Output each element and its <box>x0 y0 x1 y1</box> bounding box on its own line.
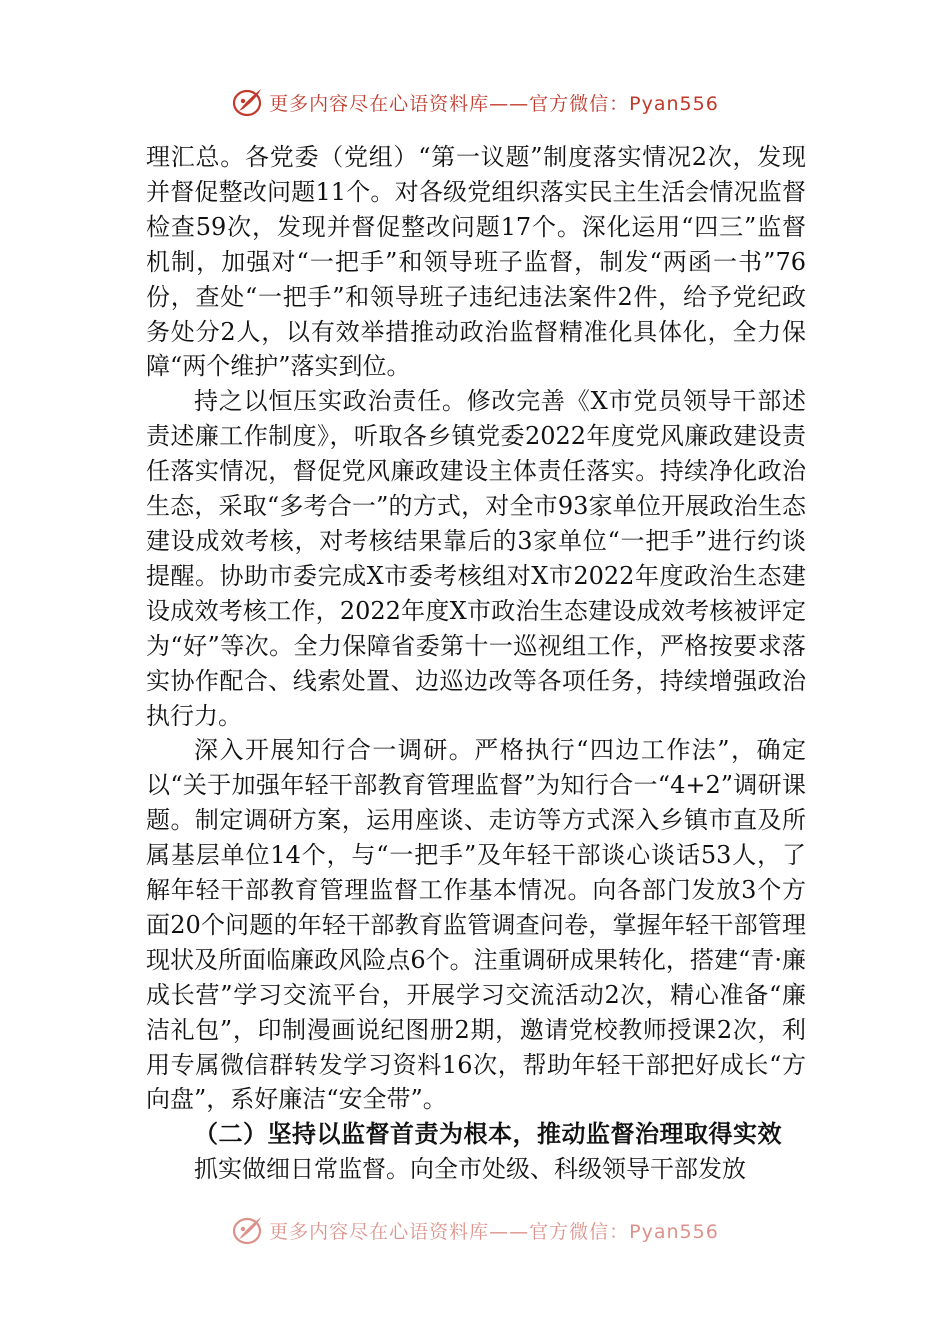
watermark-footer <box>0 1210 950 1250</box>
paragraph-continued: 理汇总。各党委（党组）“第一议题”制度落实情况2次，发现并督促整改问题11个。对各级党组织落实民主生活会情况监督检查59次，发现并督促整改问题17个。深化运用“四三”监督机制，加强对“一把手”和领导班子监督，制发“两函一书”76份，查处“一把手”和领导班子违纪违法案件2件，给予党纪政务处分2人，以有效举措推动政治监督精准化具体化，全力保障“两个维护”落实到位。 <box>146 143 806 381</box>
document-body <box>146 140 806 1187</box>
quill-logo-icon <box>231 85 265 119</box>
paragraph-daily-supervision: 抓实做细日常监督。向全市处级、科级领导干部发放 <box>194 1155 746 1184</box>
paragraph-research: 深入开展知行合一调研。严格执行“四边工作法”，确定以“关于加强年轻干部教育管理监督”为知行合一“4+2”调研课题。制定调研方案，运用座谈、走访等方式深入乡镇市直及所属基层单位14个，与“一把手”及年轻干部谈心谈话53人，了解年轻干部教育管理监督工作基本情况。向各部门发放3个方面20个问题的年轻干部教育监管调查问卷，掌握年轻干部管理现状及所面临廉政风险点6个。注重调研成果转化，搭建“青·廉成长营”学习交流平台，开展学习交流活动2次，精心准备“廉洁礼包”，印制漫画说纪图册2期，邀请党校教师授课2次，利用专属微信群转发学习资料16次，帮助年轻干部把好成长“方向盘”，系好廉洁“安全带”。 <box>146 736 806 1114</box>
watermark-header <box>0 82 950 122</box>
watermark-text: 更多内容尽在心语资料库——官方微信：Pyan556 <box>269 92 719 115</box>
paragraph-political-responsibility: 持之以恒压实政治责任。修改完善《X市党员领导干部述责述廉工作制度》，听取各乡镇党委2022年度党风廉政建设责任落实情况，督促党风廉政建设主体责任落实。持续净化政治生态，采取“多考合一”的方式，对全市93家单位开展政治生态建设成效考核，对考核结果靠后的3家单位“一把手”进行约谈提醒。协助市委完成X市委考核组对X市2022年度政治生态建设成效考核工作，2022年度X市政治生态建设成效考核被评定为“好”等次。全力保障省委第十一巡视组工作，严格按要求落实协作配合、线索处置、边巡边改等各项任务，持续增强政治执行力。 <box>146 387 806 730</box>
quill-logo-icon <box>231 1213 265 1247</box>
section-heading: （二）坚持以监督首责为根本，推动监督治理取得实效 <box>194 1119 782 1149</box>
watermark-text: 更多内容尽在心语资料库——官方微信：Pyan556 <box>269 1220 719 1243</box>
